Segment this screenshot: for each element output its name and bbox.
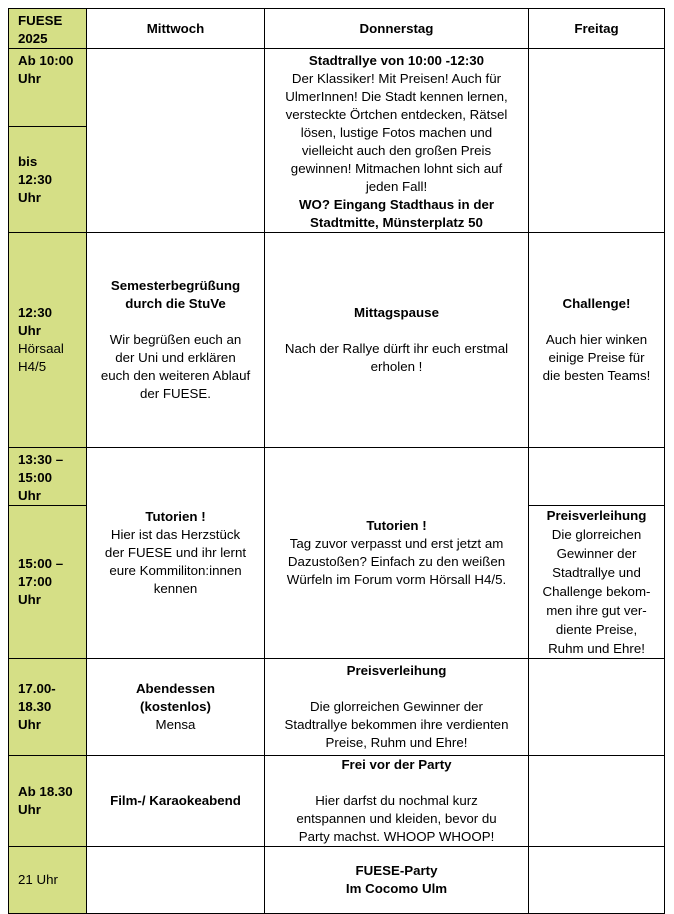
thu-tutorien-cell bbox=[265, 448, 529, 659]
rallye-location: Stadtmitte, Münsterplatz 50 bbox=[310, 215, 483, 230]
dinner-title: Abendessen bbox=[135, 681, 216, 696]
time-text: 13:30 – bbox=[18, 452, 64, 467]
fri-empty-cell bbox=[529, 49, 665, 233]
lunch-text: erholen ! bbox=[370, 359, 423, 374]
rallye-location: WO? Eingang Stadthaus in der bbox=[298, 197, 495, 212]
tutorien-text: Würfeln im Forum vorm Hörsall H4/5. bbox=[286, 572, 507, 587]
time-text: 12:30 bbox=[18, 171, 53, 187]
time-text: 18.30 bbox=[18, 699, 52, 714]
prize-text: Challenge bekom- bbox=[542, 584, 651, 599]
free-text: Party machst. WHOOP WHOOP! bbox=[298, 829, 495, 844]
free-text: entspannen und kleiden, bevor du bbox=[296, 811, 497, 826]
header-friday: Freitag bbox=[529, 9, 665, 49]
free-text: Hier darfst du nochmal kurz bbox=[315, 793, 478, 808]
thu-rallye-cell bbox=[265, 49, 529, 233]
wed-dinner-cell bbox=[87, 659, 265, 756]
schedule-row bbox=[9, 49, 665, 127]
prize-text: Stadtrallye bekommen ihre verdienten bbox=[284, 717, 509, 732]
time-cell bbox=[9, 506, 87, 659]
free-title: Frei vor der Party bbox=[341, 757, 452, 772]
lunch-title: Mittagspause bbox=[354, 305, 439, 320]
time-cell bbox=[9, 659, 87, 756]
dinner-place: Mensa bbox=[155, 717, 196, 732]
schedule-row bbox=[9, 847, 665, 914]
tutorien-title: Tutorien ! bbox=[145, 509, 206, 524]
time-text: Ab 18.30 bbox=[18, 784, 73, 799]
thu-lunch-cell bbox=[265, 233, 529, 448]
prize-title: Preisverleihung bbox=[546, 508, 647, 523]
fri-empty-cell bbox=[529, 659, 665, 756]
tutorien-text: der FUESE und ihr lernt bbox=[104, 545, 247, 560]
wed-tutorien-cell bbox=[87, 448, 265, 659]
rallye-text: Der Klassiker! Mit Preisen! Auch für bbox=[291, 71, 502, 86]
schedule-row bbox=[9, 756, 665, 847]
tutorien-text: Tag zuvor verpasst und erst jetzt am bbox=[289, 536, 504, 551]
rallye-text: gewinnen! Mitmachen lohnt sich auf bbox=[290, 161, 503, 176]
time-text: Uhr bbox=[18, 71, 41, 86]
rallye-text: UlmerInnen! Die Stadt kennen lernen, bbox=[285, 89, 508, 104]
lunch-text: Nach der Rallye dürft ihr euch erstmal bbox=[284, 341, 509, 356]
dinner-title: (kostenlos) bbox=[140, 699, 211, 714]
prize-text: Die glorreichen bbox=[551, 527, 642, 542]
wed-empty-cell bbox=[87, 847, 265, 914]
schedule-table bbox=[8, 8, 665, 914]
time-text: Uhr bbox=[18, 592, 41, 607]
room-text: H4/5 bbox=[18, 359, 47, 374]
fri-challenge-cell bbox=[529, 233, 665, 448]
tutorien-text: Hier ist das Herzstück bbox=[110, 527, 241, 542]
party-title: FUESE-Party bbox=[355, 863, 438, 878]
time-cell bbox=[9, 847, 87, 914]
prize-text: diente Preise, bbox=[555, 622, 638, 637]
time-cell bbox=[9, 448, 87, 506]
tutorien-text: eure Kommiliton:innen bbox=[109, 563, 242, 578]
fri-empty-cell bbox=[529, 847, 665, 914]
time-text: 21 Uhr bbox=[18, 872, 58, 887]
time-cell bbox=[9, 127, 87, 233]
welcome-title: Semesterbegrüßung bbox=[110, 278, 241, 293]
tutorien-text: Dazustoßen? Einfach zu den weißen bbox=[287, 554, 506, 569]
tutorien-text: kennen bbox=[153, 581, 198, 596]
fri-prize-cell bbox=[529, 506, 665, 659]
welcome-text: der Uni und erklären bbox=[115, 350, 236, 365]
rallye-text: lösen, lustige Fotos machen und bbox=[300, 125, 493, 140]
time-cell bbox=[9, 49, 87, 127]
time-cell bbox=[9, 756, 87, 847]
time-text: 17.00- bbox=[18, 681, 56, 696]
rallye-text: vielleicht auch den großen Preis bbox=[301, 143, 492, 158]
welcome-text: euch den weiteren Ablauf bbox=[100, 368, 251, 383]
fri-empty-cell bbox=[529, 756, 665, 847]
welcome-title: durch die StuVe bbox=[125, 296, 226, 311]
prize-text: men ihre gut ver- bbox=[546, 603, 647, 618]
fri-empty-cell bbox=[529, 448, 665, 506]
schedule-row bbox=[9, 448, 665, 506]
time-text: bis bbox=[18, 153, 38, 169]
thu-prize-cell bbox=[265, 659, 529, 756]
time-text: 15:00 bbox=[18, 470, 53, 485]
time-text: Uhr bbox=[18, 189, 41, 205]
thu-party-cell bbox=[265, 847, 529, 914]
tutorien-title: Tutorien ! bbox=[366, 518, 427, 533]
time-text: Uhr bbox=[18, 488, 41, 503]
challenge-text: die besten Teams! bbox=[542, 368, 651, 383]
wed-welcome-cell bbox=[87, 233, 265, 448]
header-thursday: Donnerstag bbox=[265, 9, 529, 49]
time-text: 12:30 bbox=[18, 305, 53, 320]
rallye-text: versteckte Örtchen entdecken, Rätsel bbox=[285, 107, 508, 122]
room-text: Hörsaal bbox=[18, 341, 64, 356]
prize-text: Ruhm und Ehre! bbox=[548, 641, 645, 656]
welcome-text: Wir begrüßen euch an bbox=[109, 332, 242, 347]
time-text: 15:00 – bbox=[18, 556, 64, 571]
header-row bbox=[9, 9, 665, 49]
schedule-row bbox=[9, 659, 665, 756]
rallye-title: Stadtrallye von 10:00 -12:30 bbox=[308, 53, 485, 68]
schedule-row bbox=[9, 233, 665, 448]
corner-year: 2025 bbox=[18, 31, 48, 46]
challenge-text: Auch hier winken bbox=[545, 332, 648, 347]
time-cell bbox=[9, 233, 87, 448]
challenge-title: Challenge! bbox=[562, 296, 631, 311]
header-wednesday: Mittwoch bbox=[87, 9, 265, 49]
time-text: Uhr bbox=[18, 323, 41, 338]
time-text: 17:00 bbox=[18, 574, 53, 589]
challenge-text: einige Preise für bbox=[548, 350, 645, 365]
rallye-text: jeden Fall! bbox=[365, 179, 428, 194]
time-text: Uhr bbox=[18, 717, 41, 732]
party-location: Im Cocomo Ulm bbox=[345, 881, 448, 896]
prize-title: Preisverleihung bbox=[346, 663, 447, 678]
time-text: Uhr bbox=[18, 802, 41, 817]
prize-text: Stadtrallye und bbox=[552, 565, 641, 580]
corner-cell bbox=[9, 9, 87, 49]
wed-film-cell: Film-/ Karaokeabend bbox=[87, 756, 265, 847]
time-text: Ab 10:00 bbox=[18, 53, 74, 68]
prize-text: Preise, Ruhm und Ehre! bbox=[325, 735, 468, 750]
wed-empty-cell bbox=[87, 49, 265, 233]
welcome-text: der FUESE. bbox=[140, 386, 211, 401]
thu-free-cell bbox=[265, 756, 529, 847]
prize-text: Gewinner der bbox=[556, 546, 637, 561]
prize-text: Die glorreichen Gewinner der bbox=[310, 699, 483, 714]
corner-label: FUESE bbox=[18, 13, 63, 28]
